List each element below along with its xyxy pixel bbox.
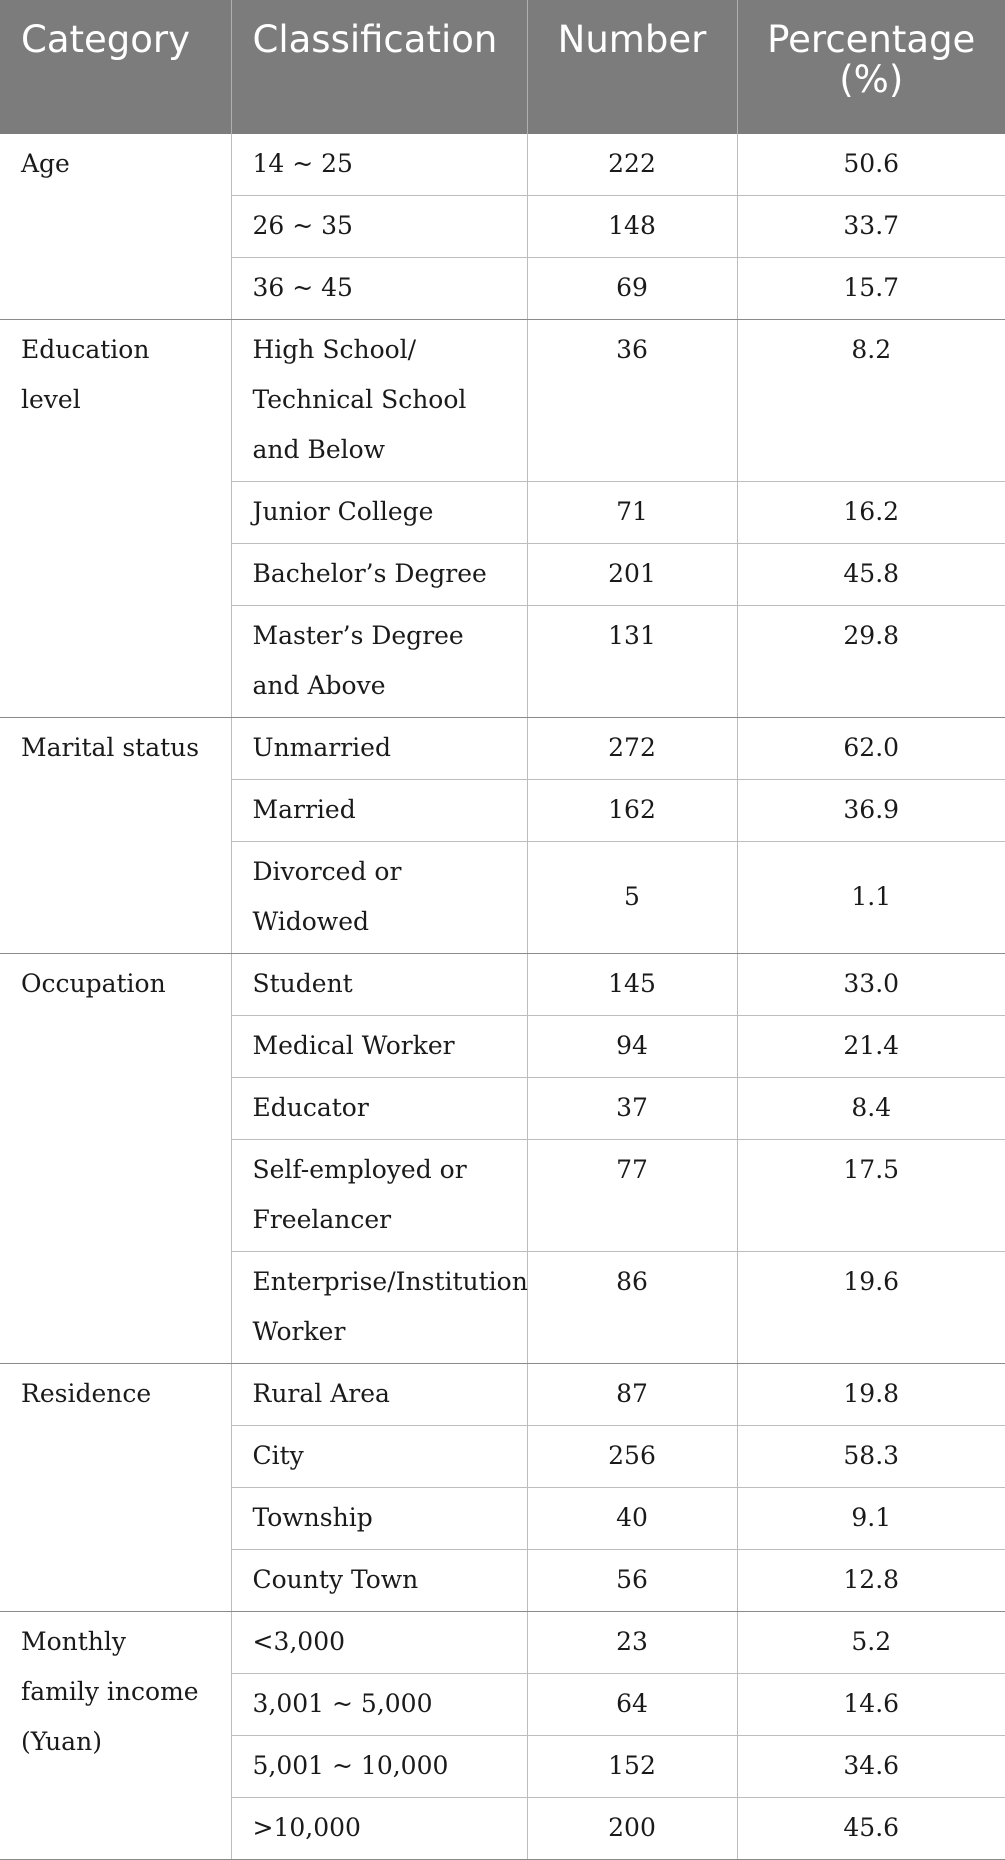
number-cell: 69 — [527, 258, 737, 320]
header-percentage-unit: (%) — [839, 58, 904, 101]
number-cell: 5 — [527, 842, 737, 954]
header-percentage — [737, 0, 1005, 134]
percentage-cell: 14.6 — [737, 1674, 1005, 1736]
percentage-cell: 34.6 — [737, 1736, 1005, 1798]
header-row — [0, 0, 1005, 134]
table-row — [0, 718, 1005, 780]
table-row — [0, 954, 1005, 1016]
classification-cell: Divorced or Widowed — [231, 842, 527, 954]
classification-cell: 3,001 ~ 5,000 — [231, 1674, 527, 1736]
number-cell: 222 — [527, 134, 737, 196]
header-number: Number — [527, 0, 737, 134]
number-cell: 201 — [527, 544, 737, 606]
number-cell: 131 — [527, 606, 737, 718]
number-cell: 272 — [527, 718, 737, 780]
table-row — [0, 1612, 1005, 1674]
classification-cell: City — [231, 1426, 527, 1488]
percentage-cell: 9.1 — [737, 1488, 1005, 1550]
percentage-cell: 29.8 — [737, 606, 1005, 718]
number-cell: 77 — [527, 1140, 737, 1252]
number-cell: 256 — [527, 1426, 737, 1488]
table-row — [0, 1364, 1005, 1426]
number-cell: 152 — [527, 1736, 737, 1798]
classification-cell: 14 ~ 25 — [231, 134, 527, 196]
number-cell: 23 — [527, 1612, 737, 1674]
classification-cell: <3,000 — [231, 1612, 527, 1674]
classification-cell: Junior College — [231, 482, 527, 544]
table-row — [0, 320, 1005, 482]
percentage-cell: 8.4 — [737, 1078, 1005, 1140]
percentage-cell: 36.9 — [737, 780, 1005, 842]
number-cell: 87 — [527, 1364, 737, 1426]
category-cell: Age — [0, 134, 231, 320]
percentage-cell: 21.4 — [737, 1016, 1005, 1078]
category-cell: Education level — [0, 320, 231, 718]
classification-cell: County Town — [231, 1550, 527, 1612]
category-cell: Marital status — [0, 718, 231, 954]
percentage-cell: 12.8 — [737, 1550, 1005, 1612]
number-cell: 40 — [527, 1488, 737, 1550]
percentage-cell: 17.5 — [737, 1140, 1005, 1252]
number-cell: 64 — [527, 1674, 737, 1736]
category-cell: Monthly family income (Yuan) — [0, 1612, 231, 1860]
percentage-cell: 33.0 — [737, 954, 1005, 1016]
percentage-cell: 15.7 — [737, 258, 1005, 320]
percentage-cell: 1.1 — [737, 842, 1005, 954]
number-cell: 36 — [527, 320, 737, 482]
classification-cell: 36 ~ 45 — [231, 258, 527, 320]
number-cell: 86 — [527, 1252, 737, 1364]
number-cell: 94 — [527, 1016, 737, 1078]
percentage-cell: 50.6 — [737, 134, 1005, 196]
classification-cell: >10,000 — [231, 1798, 527, 1860]
category-cell: Residence — [0, 1364, 231, 1612]
classification-cell: Township — [231, 1488, 527, 1550]
classification-cell: Educator — [231, 1078, 527, 1140]
classification-cell: Married — [231, 780, 527, 842]
classification-cell: Rural Area — [231, 1364, 527, 1426]
percentage-cell: 45.6 — [737, 1798, 1005, 1860]
classification-cell: Unmarried — [231, 718, 527, 780]
percentage-cell: 19.6 — [737, 1252, 1005, 1364]
classification-cell: Student — [231, 954, 527, 1016]
number-cell: 200 — [527, 1798, 737, 1860]
classification-cell: 26 ~ 35 — [231, 196, 527, 258]
header-category: Category — [0, 0, 231, 134]
classification-cell: Medical Worker — [231, 1016, 527, 1078]
classification-cell: Bachelor’s Degree — [231, 544, 527, 606]
percentage-cell: 33.7 — [737, 196, 1005, 258]
number-cell: 56 — [527, 1550, 737, 1612]
percentage-cell: 16.2 — [737, 482, 1005, 544]
header-classification: Classification — [231, 0, 527, 134]
percentage-cell: 5.2 — [737, 1612, 1005, 1674]
classification-cell: Master’s Degree and Above — [231, 606, 527, 718]
classification-cell: Enterprise/Institution Worker — [231, 1252, 527, 1364]
classification-cell: Self-employed or Freelancer — [231, 1140, 527, 1252]
classification-cell: High School/ Technical School and Below — [231, 320, 527, 482]
number-cell: 71 — [527, 482, 737, 544]
number-cell: 145 — [527, 954, 737, 1016]
number-cell: 148 — [527, 196, 737, 258]
number-cell: 37 — [527, 1078, 737, 1140]
percentage-cell: 45.8 — [737, 544, 1005, 606]
percentage-cell: 62.0 — [737, 718, 1005, 780]
percentage-cell: 58.3 — [737, 1426, 1005, 1488]
header-percentage-label: Percentage — [767, 18, 976, 61]
percentage-cell: 19.8 — [737, 1364, 1005, 1426]
table-row — [0, 134, 1005, 196]
table-header — [0, 0, 1005, 134]
percentage-cell: 8.2 — [737, 320, 1005, 482]
category-cell: Occupation — [0, 954, 231, 1364]
classification-cell: 5,001 ~ 10,000 — [231, 1736, 527, 1798]
table-body — [0, 134, 1005, 1860]
number-cell: 162 — [527, 780, 737, 842]
